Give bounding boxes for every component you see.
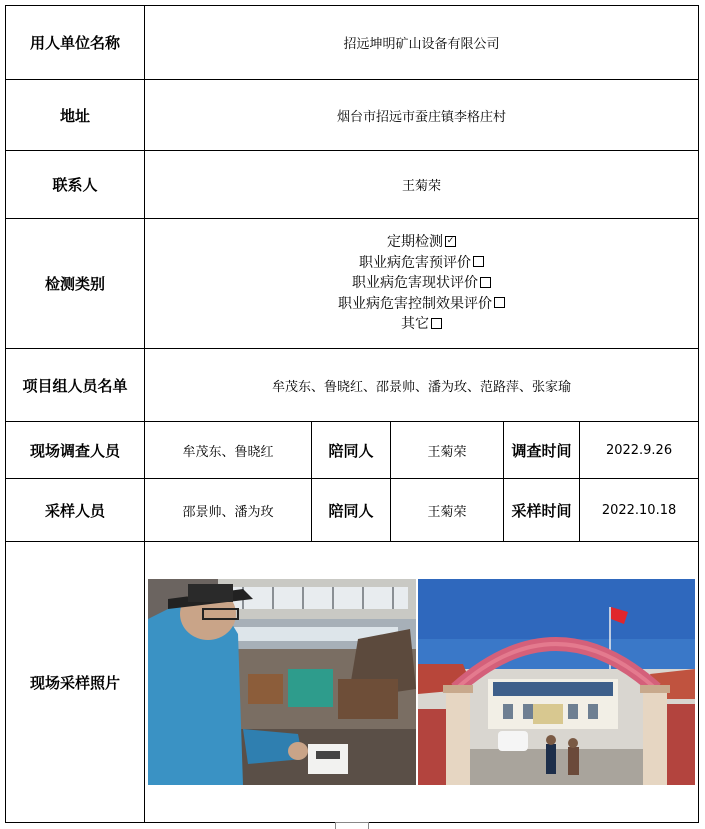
sampling-record-table [5, 5, 699, 823]
workshop-sampling-photo [148, 579, 416, 785]
survey-staff-value: 牟茂东、鲁晓红 [145, 422, 312, 479]
survey-staff-label: 现场调查人员 [6, 422, 145, 479]
team-value: 牟茂东、鲁晓红、邵景帅、潘为玫、范路萍、张家瑜 [145, 349, 699, 422]
sampling-staff-label: 采样人员 [6, 479, 145, 542]
checkbox-empty-icon [473, 256, 484, 267]
contact-label: 联系人 [6, 151, 145, 219]
address-value: 烟台市招远市蚕庄镇李格庄村 [145, 80, 699, 151]
detection-type-label: 检测类别 [6, 219, 145, 349]
survey-time-label: 调查时间 [504, 422, 580, 479]
photos-cell [145, 542, 699, 823]
checkbox-empty-icon [480, 277, 491, 288]
detection-option: 定期检测 ✓ [387, 234, 455, 251]
detection-type-options [145, 219, 699, 349]
employer-label: 用人单位名称 [6, 6, 145, 80]
survey-escort-label: 陪同人 [312, 422, 391, 479]
sampling-escort-label: 陪同人 [312, 479, 391, 542]
team-label: 项目组人员名单 [6, 349, 145, 422]
company-gate-photo [418, 579, 695, 785]
checkbox-empty-icon [431, 318, 442, 329]
detection-option: 职业病危害预评价 [145, 253, 698, 274]
detection-option: 职业病危害控制效果评价 [145, 294, 698, 315]
photos-label: 现场采样照片 [6, 542, 145, 823]
page-footer-mark [335, 822, 369, 829]
checkbox-checked-icon: ✓ [446, 235, 455, 246]
survey-escort-value: 王菊荣 [391, 422, 504, 479]
checkbox-empty-icon [494, 297, 505, 308]
sampling-staff-value: 邵景帅、潘为玫 [145, 479, 312, 542]
contact-value: 王菊荣 [145, 151, 699, 219]
survey-time-value: 2022.9.26 [580, 422, 699, 479]
detection-option: 其它 [145, 314, 698, 335]
employer-value: 招远坤明矿山设备有限公司 [145, 6, 699, 80]
sampling-time-label: 采样时间 [504, 479, 580, 542]
address-label: 地址 [6, 80, 145, 151]
detection-option: 职业病危害现状评价 [145, 273, 698, 294]
sampling-escort-value: 王菊荣 [391, 479, 504, 542]
sampling-time-value: 2022.10.18 [580, 479, 699, 542]
